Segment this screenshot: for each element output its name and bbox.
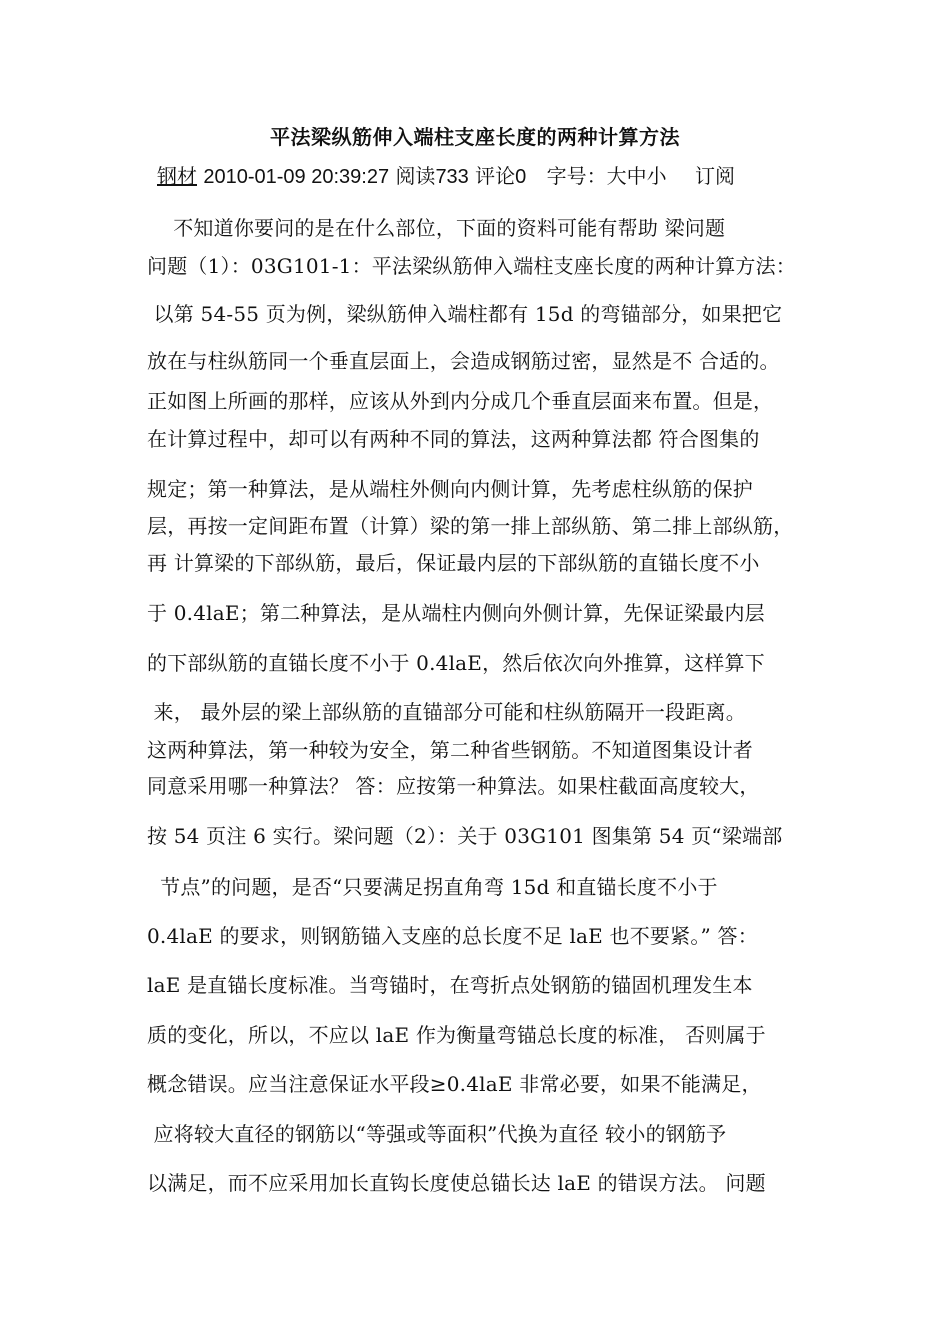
body-line: 放在与柱纵筋同一个垂直层面上，会造成钢筋过密，显然是不 合适的。 bbox=[147, 349, 780, 373]
subscribe-link[interactable]: 订阅 bbox=[695, 164, 736, 188]
category-link[interactable]: 钢材 bbox=[157, 164, 197, 188]
body-line: 0.4laE 的要求，则钢筋锚入支座的总长度不足 laE 也不要紧。” 答： bbox=[147, 924, 758, 948]
reads-count: 733 bbox=[435, 166, 469, 188]
body-line: 来， 最外层的梁上部纵筋的直锚部分可能和柱纵筋隔开一段距离。 bbox=[147, 700, 746, 724]
body-line: 层，再按一定间距布置（计算）梁的第一排上部纵筋、第二排上部纵筋， bbox=[147, 514, 794, 538]
body-line: 正如图上所画的那样，应该从外到内分成几个垂直层面来布置。但是， bbox=[147, 389, 774, 413]
body-line: 同意采用哪一种算法？ 答：应按第一种算法。如果柱截面高度较大， bbox=[147, 774, 760, 798]
body-line: 于 0.4laE；第二种算法，是从端柱内侧向外侧计算，先保证梁最内层 bbox=[147, 601, 765, 625]
reads-label: 阅读 bbox=[395, 164, 436, 188]
body-line: 问题（1）：03G101-1：平法梁纵筋伸入端柱支座长度的两种计算方法： bbox=[147, 254, 797, 278]
body-line: 这两种算法，第一种较为安全，第二种省些钢筋。不知道图集设计者 bbox=[147, 738, 753, 762]
comments-count: 0 bbox=[515, 166, 527, 188]
body-line: 节点”的问题，是否“只要满足拐直角弯 15d 和直锚长度不小于 bbox=[147, 875, 718, 899]
body-line: 以第 54-55 页为例，梁纵筋伸入端柱都有 15d 的弯锚部分，如果把它 bbox=[147, 302, 783, 326]
body-line: 不知道你要问的是在什么部位，下面的资料可能有帮助 梁问题 bbox=[147, 216, 726, 240]
body-line: 规定；第一种算法，是从端柱外侧向内侧计算，先考虑柱纵筋的保护 bbox=[147, 477, 753, 501]
body-line: 在计算过程中，却可以有两种不同的算法，这两种算法都 符合图集的 bbox=[147, 427, 760, 451]
article-title: 平法梁纵筋伸入端柱支座长度的两种计算方法 bbox=[270, 125, 680, 149]
body-line: 概念错误。应当注意保证水平段≥0.4laE 非常必要，如果不能满足， bbox=[147, 1072, 762, 1096]
body-line: 的下部纵筋的直锚长度不小于 0.4laE，然后依次向外推算，这样算下 bbox=[147, 651, 765, 675]
comments-label[interactable]: 评论 bbox=[475, 164, 516, 188]
article-meta bbox=[157, 160, 735, 189]
body-line: 质的变化，所以，不应以 laE 作为衡量弯锚总长度的标准， 否则属于 bbox=[147, 1023, 766, 1047]
body-line: 按 54 页注 6 实行。梁问题（2）：关于 03G101 图集第 54 页“梁端部 bbox=[147, 824, 783, 848]
body-line: 以满足，而不应采用加长直钩长度使总锚长达 laE 的错误方法。 问题 bbox=[147, 1171, 766, 1195]
body-line: 再 计算梁的下部纵筋，最后，保证最内层的下部纵筋的直锚长度不小 bbox=[147, 551, 760, 575]
post-datetime: 2010-01-09 20:39:27 bbox=[203, 166, 390, 188]
body-line: laE 是直锚长度标准。当弯锚时，在弯折点处钢筋的锚固机理发生本 bbox=[147, 973, 753, 997]
font-size-options[interactable]: 大中小 bbox=[606, 164, 667, 188]
body-line: 应将较大直径的钢筋以“等强或等面积”代换为直径 较小的钢筋予 bbox=[147, 1122, 727, 1146]
font-size-label: 字号： bbox=[546, 164, 607, 188]
